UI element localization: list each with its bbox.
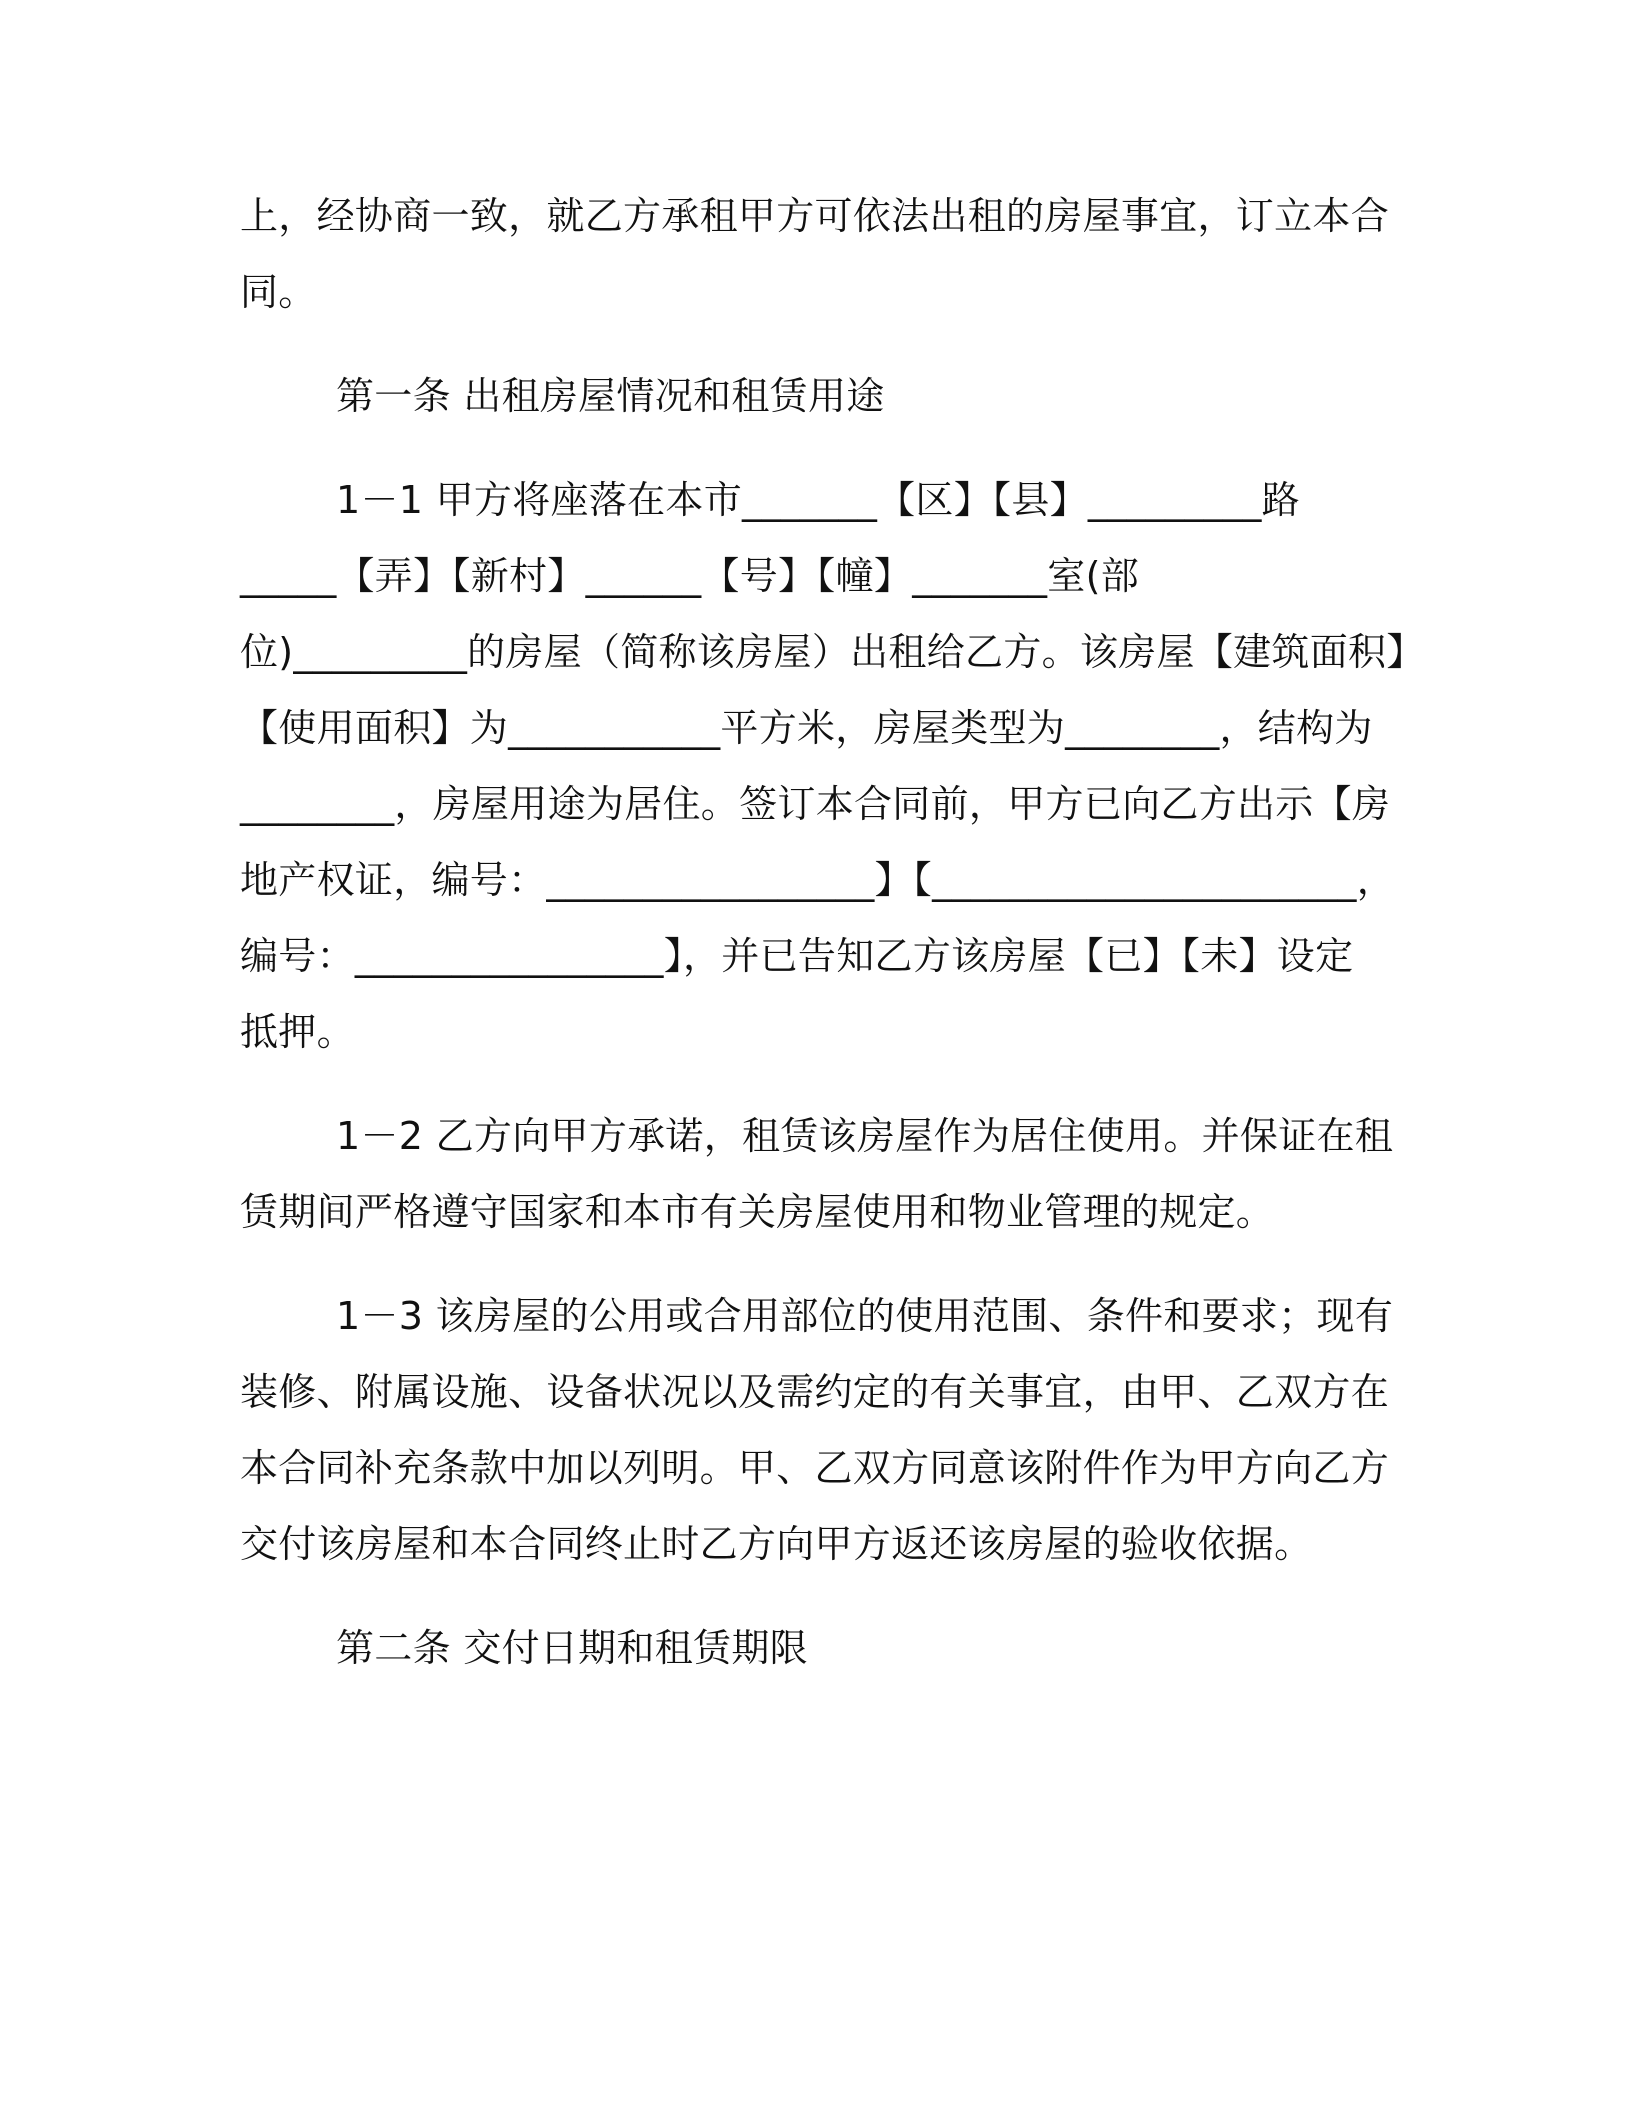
text-line: 1－2 乙方向甲方承诺，租赁该房屋作为居住使用。并保证在租 <box>336 1114 1394 1158</box>
section-heading-article-1: 第一条 出租房屋情况和租赁用途 <box>336 374 885 418</box>
text-line: 赁期间严格遵守国家和本市有关房屋使用和物业管理的规定。 <box>240 1190 1275 1234</box>
section-heading-article-2: 第二条 交付日期和租赁期限 <box>336 1626 808 1670</box>
text-line: 本合同补充条款中加以列明。甲、乙双方同意该附件作为甲方向乙方 <box>240 1446 1390 1490</box>
text-line: _____【弄】【新村】______【号】【幢】_______室(部 <box>240 554 1140 598</box>
text-line: 交付该房屋和本合同终止时乙方向甲方返还该房屋的验收依据。 <box>240 1522 1313 1566</box>
text-line: 装修、附属设施、设备状况以及需约定的有关事宜，由甲、乙双方在 <box>240 1370 1390 1414</box>
text-line: 位)_________的房屋（简称该房屋）出租给乙方。该房屋【建筑面积】 <box>240 630 1425 674</box>
text-line: 【使用面积】为___________平方米，房屋类型为________，结构为 <box>240 706 1373 750</box>
text-line: 1－3 该房屋的公用或合用部位的使用范围、条件和要求；现有 <box>336 1294 1394 1338</box>
text-line: 地产权证，编号：_________________】【______________________， <box>240 858 1396 902</box>
text-line: 同。 <box>240 270 317 314</box>
text-line: 上，经协商一致，就乙方承租甲方可依法出租的房屋事宜，订立本合 <box>240 194 1390 238</box>
text-line: 抵押。 <box>240 1010 355 1054</box>
text-line: 编号：________________】，并已告知乙方该房屋【已】【未】设定 <box>240 934 1354 978</box>
text-line: 1－1 甲方将座落在本市_______【区】【县】_________路 <box>336 478 1300 522</box>
text-line: ________，房屋用途为居住。签订本合同前，甲方已向乙方出示【房 <box>240 782 1391 826</box>
